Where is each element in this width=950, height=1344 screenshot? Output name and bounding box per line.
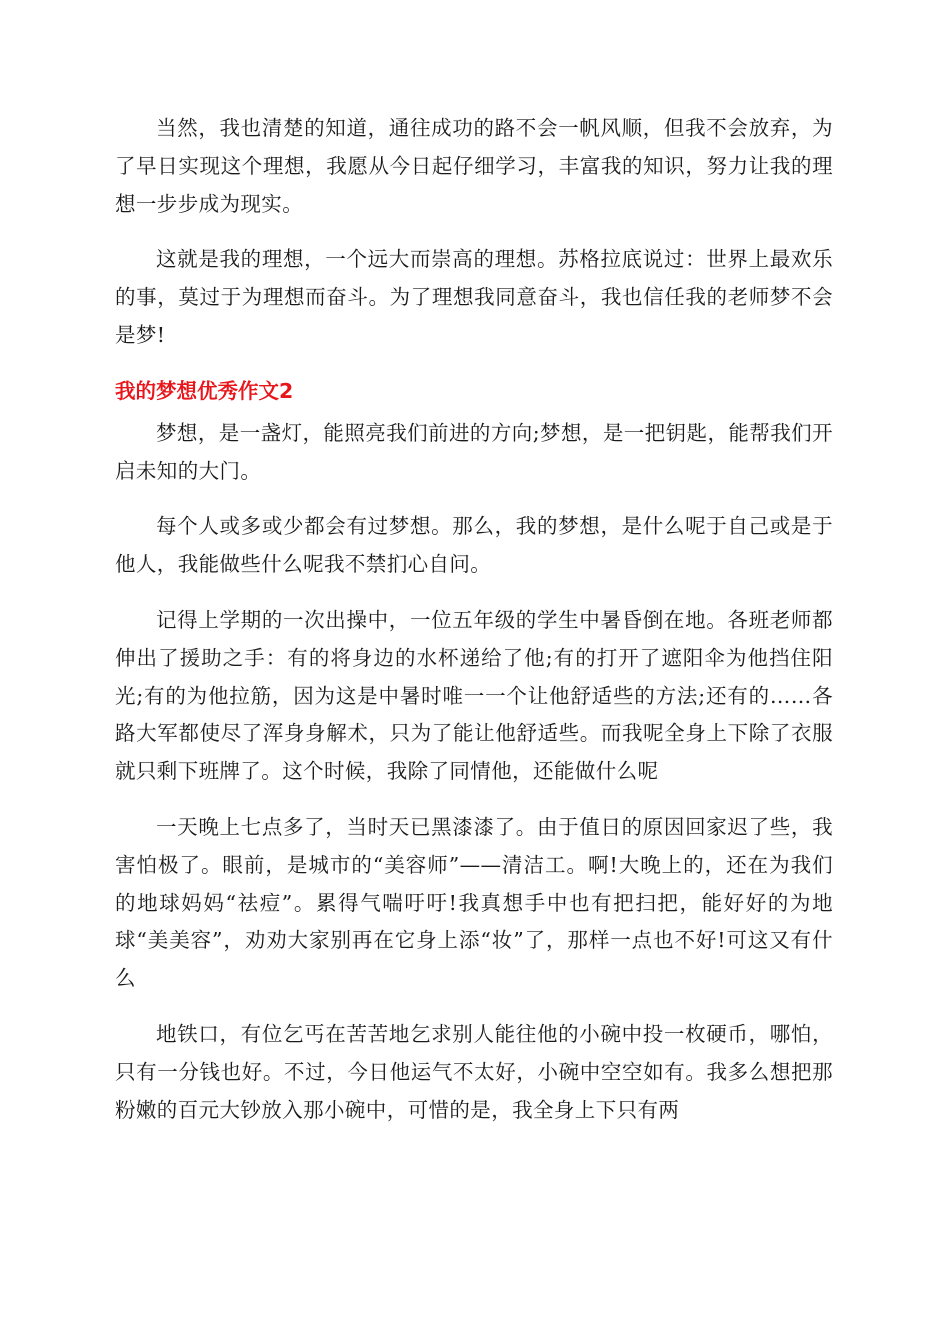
paragraph: 记得上学期的一次出操中，一位五年级的学生中暑昏倒在地。各班老师都伸出了援助之手：有的将身边的水杯递给了他;有的打开了遮阳伞为他挡住阳光;有的为他拉筋，因为这是中暑时唯一一个让他舒适些的方法;还有的……各路大军都使尽了浑身身解术，只为了能让他舒适些。而我呢全身上下除了衣服就只剩下班牌了。这个时候，我除了同情他，还能做什么呢 <box>115 607 833 784</box>
paragraph: 当然，我也清楚的知道，通往成功的路不会一帆风顺，但我不会放弃，为了早日实现这个理想，我愿从今日起仔细学习，丰富我的知识，努力让我的理想一步步成为现实。 <box>115 116 833 216</box>
paragraph: 一天晚上七点多了，当时天已黑漆漆了。由于值日的原因回家迟了些，我害怕极了。眼前，是城市的“美容师”——清洁工。啊!大晚上的，还在为我们的地球妈妈“祛痘”。累得气喘吁吁!我真想手中也有把扫把，能好好的为地球“美美容”，劝劝大家别再在它身上添“妆”了，那样一点也不好!可这又有什么 <box>115 814 833 991</box>
paragraph: 地铁口，有位乞丐在苦苦地乞求别人能往他的小碗中投一枚硬币，哪怕，只有一分钱也好。不过，今日他运气不太好，小碗中空空如有。我多么想把那粉嫩的百元大钞放入那小碗中，可惜的是，我全身上下只有两 <box>115 1021 833 1122</box>
paragraph: 每个人或多或少都会有过梦想。那么，我的梦想，是什么呢于自己或是于他人，我能做些什么呢我不禁扪心自问。 <box>115 514 833 577</box>
paragraph: 这就是我的理想，一个远大而崇高的理想。苏格拉底说过：世界上最欢乐的事，莫过于为理想而奋斗。为了理想我同意奋斗，我也信任我的老师梦不会是梦! <box>115 247 833 347</box>
paragraph: 梦想，是一盏灯，能照亮我们前进的方向;梦想，是一把钥匙，能帮我们开启未知的大门。 <box>115 420 833 483</box>
document-body <box>115 110 833 1147</box>
section-heading: 我的梦想优秀作文2 <box>115 378 294 403</box>
